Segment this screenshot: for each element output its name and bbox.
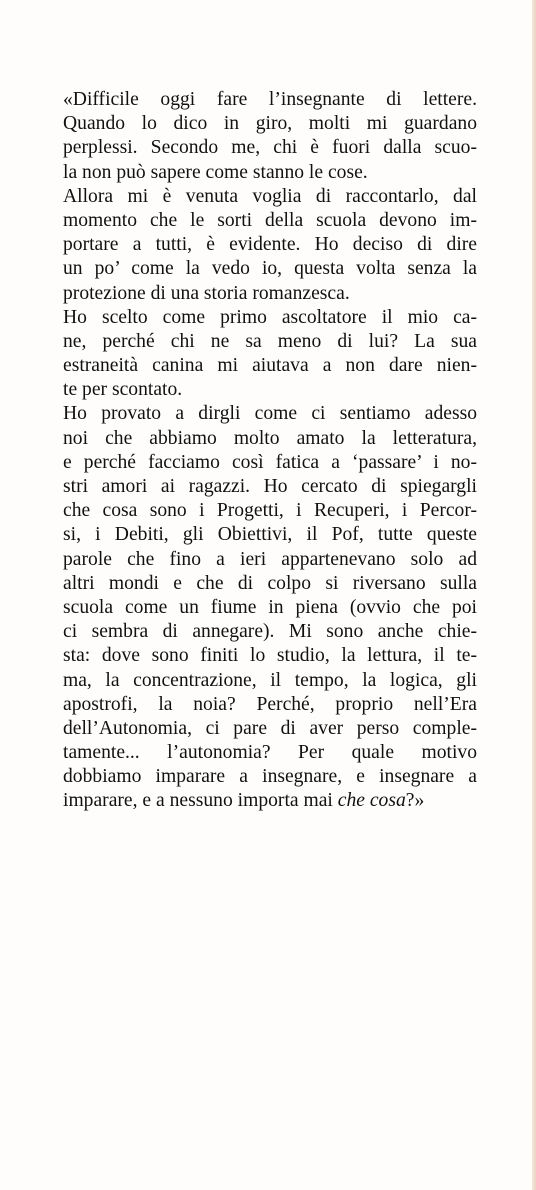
- text-line: portare a tutti, è evidente. Ho deciso di dire: [63, 234, 477, 256]
- text-line: scuola come un fiume in piena (ovvio che poi: [63, 596, 477, 618]
- text-line: ma, la concentrazione, il tempo, la logica, gli: [63, 669, 477, 691]
- text-line: sta: dove sono finiti lo studio, la lettura, il te-: [63, 645, 477, 667]
- italic-emphasis: che cosa: [337, 790, 406, 812]
- text-line: dell’Autonomia, ci pare di aver perso comple-: [63, 717, 477, 739]
- text-line: apostrofi, la noia? Perché, proprio nell’Era: [63, 693, 477, 715]
- text-line: protezione di una storia romanzesca.: [63, 282, 350, 304]
- final-line-start: imparare, e a nessuno importa mai: [63, 790, 338, 812]
- paragraph-4: [63, 402, 477, 813]
- final-line-end: ?»: [405, 790, 425, 812]
- text-line: Ho scelto come primo ascoltatore il mio ca-: [63, 306, 477, 328]
- text-line: estraneità canina mi aiutava a non dare nien-: [63, 355, 477, 377]
- text-line: tamente... l’autonomia? Per quale motivo: [63, 742, 477, 764]
- blurb-text: [63, 88, 477, 814]
- text-line: Allora mi è venuta voglia di raccontarlo, dal: [63, 185, 477, 207]
- text-line: noi che abbiamo molto amato la letteratura,: [63, 427, 477, 449]
- text-line: si, i Debiti, gli Obiettivi, il Pof, tutte queste: [63, 524, 477, 546]
- text-line: altri mondi e che di colpo si riversano sulla: [63, 572, 477, 594]
- paragraph-2: [63, 185, 477, 306]
- page-edge: [532, 0, 536, 1190]
- text-line: la non può sapere come stanno le cose.: [63, 161, 368, 183]
- text-line: perplessi. Secondo me, chi è fuori dalla scuo-: [63, 137, 477, 159]
- text-line: parole che fino a ieri appartenevano solo ad: [63, 548, 477, 570]
- paragraph-1: [63, 88, 477, 185]
- text-line: stri amori ai ragazzi. Ho cercato di spiegargli: [63, 476, 477, 497]
- text-line: ci sembra di annegare). Mi sono anche chie-: [63, 621, 477, 643]
- text-line: «Difficile oggi fare l’insegnante di lettere.: [63, 89, 477, 110]
- text-line: Quando lo dico in giro, molti mi guardano: [63, 113, 477, 135]
- text-line: che cosa sono i Progetti, i Recuperi, i Percor-: [63, 500, 477, 522]
- text-line: te per scontato.: [63, 379, 183, 401]
- text-line: Ho provato a dirgli come ci sentiamo adesso: [63, 403, 477, 425]
- final-text-line: [63, 789, 477, 813]
- text-line: un po’ come la vedo io, questa volta senza la: [63, 258, 477, 280]
- paragraph-3: [63, 306, 477, 403]
- text-line: momento che le sorti della scuola devono im-: [63, 209, 477, 231]
- text-line: dobbiamo imparare a insegnare, e insegnare a: [63, 766, 477, 788]
- text-line: ne, perché chi ne sa meno di lui? La sua: [63, 330, 477, 352]
- text-line: e perché facciamo così fatica a ‘passare’ i no-: [63, 451, 477, 473]
